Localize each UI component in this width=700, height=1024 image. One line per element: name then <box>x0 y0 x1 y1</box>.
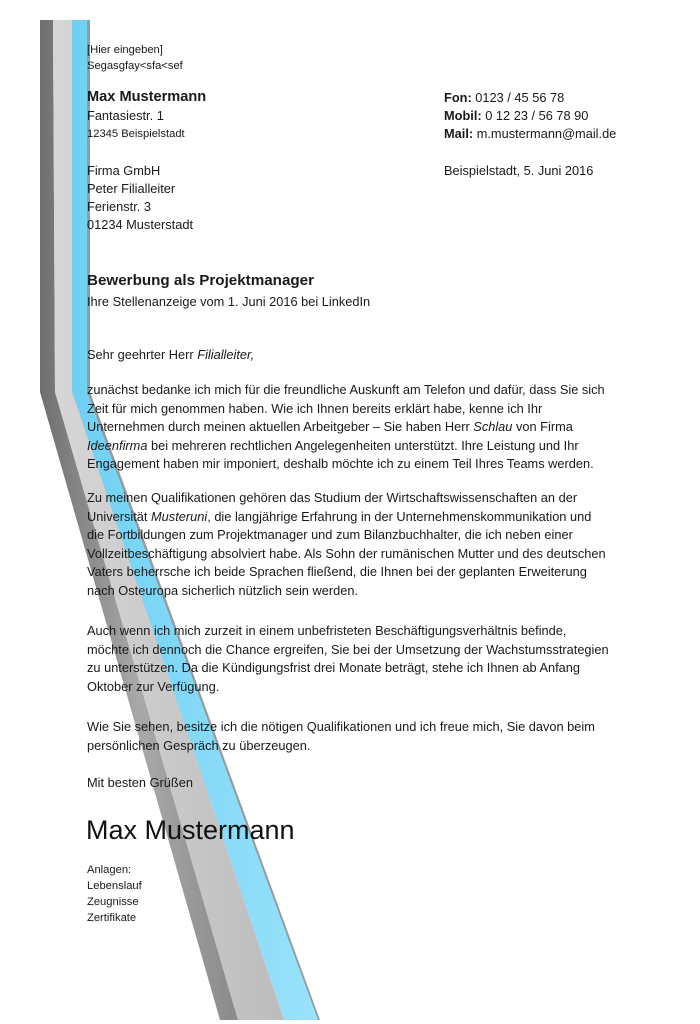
paragraph-line: Zeit für mich genommen haben. Wie ich Ihnen bereits erklärt habe, kenne ich Ihr <box>87 400 543 416</box>
closing: Mit besten Grüßen <box>87 775 193 790</box>
text-run: Unternehmen durch meinen aktuellen Arbeitgeber – Sie haben Herr <box>87 419 474 435</box>
attachment-item: Zertifikate <box>87 912 137 924</box>
paragraph-line <box>87 508 647 527</box>
letter-reference: Ihre Stellenanzeige vom 1. Juni 2016 bei LinkedIn <box>87 294 371 309</box>
paragraph-line: Zu meinen Qualifikationen gehören das Studium der Wirtschaftswissenschaften an der <box>87 490 578 505</box>
paragraph-line: möchte ich dennoch die Chance ergreifen, Sie bei der Umsetzung der Wachstumsstrategien <box>87 641 609 657</box>
paragraph-line: Auch wenn ich mich zurzeit in einem unbefristeten Beschäftigungsverhältnis befinde, <box>87 623 567 638</box>
paragraph-line: Vaters beherrsche ich beide Sprachen fließend, die Ihnen bei der geplanten Erweiterung <box>87 564 587 580</box>
paragraph-line: Engagement haben mir imponiert, deshalb möchte ich zu einem Teil Ihres Teams werden. <box>87 456 594 472</box>
attachments-label: Anlagen: <box>87 864 132 876</box>
salutation <box>87 346 254 364</box>
paragraph-line: Oktober zur Verfügung. <box>87 678 220 694</box>
paragraph-line: nach Osteuropa sicherlich nützlich sein werden. <box>87 582 359 598</box>
phone-value: 0123 / 45 56 78 <box>475 90 565 105</box>
text-run-italic: Ideenfirma <box>87 437 148 453</box>
paragraph-1 <box>87 381 647 474</box>
recipient-person: Peter Filialleiter <box>87 181 176 196</box>
text-run-italic: Schlau <box>473 419 513 435</box>
letter-date: Beispielstadt, 5. Juni 2016 <box>444 163 594 178</box>
paragraph-line: zu unterstützen. Da die Kündigungsfrist drei Monate beträgt, stehe ich Ihnen ab Anfang <box>87 660 580 676</box>
text-run-italic: Musteruni <box>151 508 208 524</box>
attachment-item: Zeugnisse <box>87 896 139 908</box>
recipient-street: Ferienstr. 3 <box>87 199 152 214</box>
mobile-value: 0 12 23 / 56 78 90 <box>485 108 589 123</box>
text-run: von Firma <box>512 419 573 435</box>
contact-mail <box>444 125 616 143</box>
contact-mobile <box>444 107 588 125</box>
mobile-label: Mobil: <box>444 108 482 123</box>
signature: Max Mustermann <box>86 815 295 845</box>
paragraph-line: Wie Sie sehen, besitze ich die nötigen Qualifikationen und ich freue mich, Sie davon beim <box>87 719 595 734</box>
sender-city: 12345 Beispielstadt <box>87 128 185 140</box>
paragraph-3 <box>87 622 647 696</box>
text-run: Universität <box>87 508 152 524</box>
recipient-city: 01234 Musterstadt <box>87 217 193 232</box>
paragraph-line <box>87 418 647 437</box>
paragraph-line: die Fortbildungen zum Projektmanager und zum Bilanzbuchhalter, die ich neben einer <box>87 527 573 543</box>
recipient-company: Firma GmbH <box>87 163 161 178</box>
mail-label: Mail: <box>444 126 474 141</box>
salutation-prefix: Sehr geehrter Herr <box>87 347 198 362</box>
attachment-item: Lebenslauf <box>87 880 142 892</box>
paragraph-line: Vollzeitbeschäftigung absolviert habe. Als Sohn der rumänischen Mutter und des deutschen <box>87 545 606 561</box>
paragraph-line: persönlichen Gespräch zu überzeugen. <box>87 737 311 753</box>
letter-subject: Bewerbung als Projektmanager <box>87 272 315 289</box>
phone-label: Fon: <box>444 90 472 105</box>
paragraph-line <box>87 437 647 456</box>
header-placeholder[interactable]: [Hier eingeben] <box>87 44 163 56</box>
header-text: Segasgfay<sfa<sef <box>87 60 183 72</box>
paragraph-line: zunächst bedanke ich mich für die freundliche Auskunft am Telefon und dafür, dass Sie sich <box>87 382 605 397</box>
mail-value: m.mustermann@mail.de <box>476 126 617 141</box>
text-run: , die langjährige Erfahrung in der Unternehmenskommunikation und <box>207 508 592 524</box>
paragraph-2 <box>87 489 647 601</box>
paragraph-4 <box>87 718 647 755</box>
contact-phone <box>444 89 564 107</box>
sender-street: Fantasiestr. 1 <box>87 108 164 123</box>
text-run: bei mehreren rechtlichen Angelegenheiten unterstützt. Ihre Leistung und Ihr <box>147 437 579 453</box>
salutation-name: Filialleiter, <box>197 347 255 362</box>
sender-name: Max Mustermann <box>87 89 207 105</box>
